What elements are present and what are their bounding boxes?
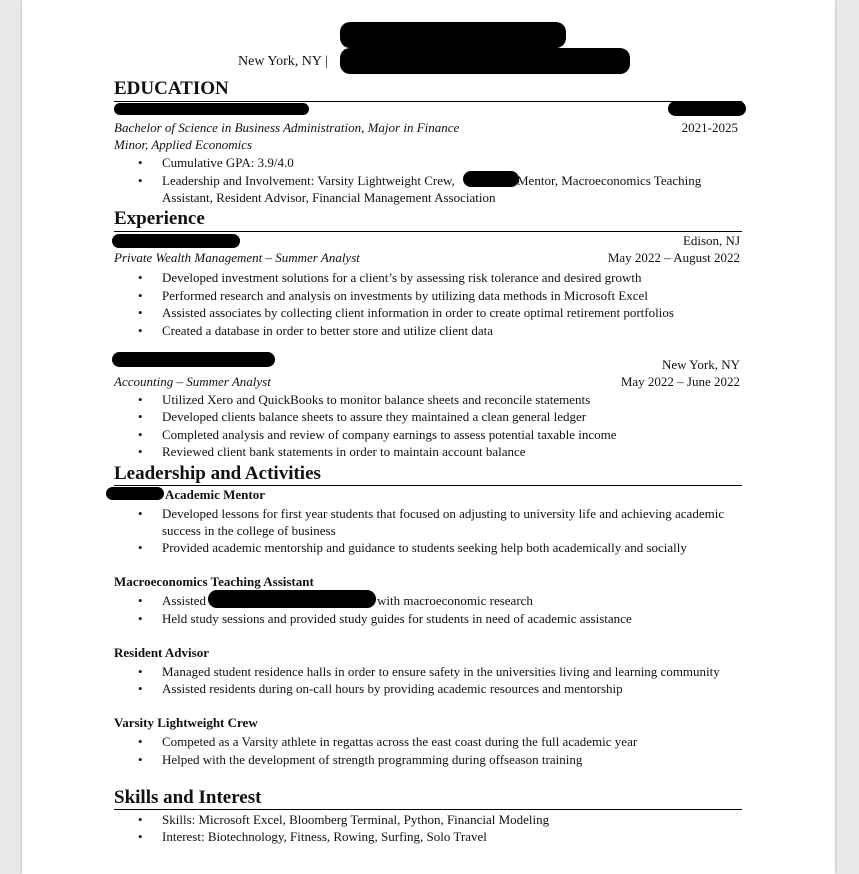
skills-rule (114, 809, 742, 810)
redacted-employer-2 (112, 352, 275, 367)
bullet-icon: • (138, 288, 143, 303)
bullet-icon: • (138, 392, 143, 407)
job1-bullet-2: Performed research and analysis on investments by utilizing data methods in Microsoft Excel (162, 288, 648, 303)
bullet-icon: • (138, 323, 143, 338)
entry4-bullet-1: Competed as a Varsity athlete in regattas across the east coast during the full academic year (162, 734, 638, 749)
job2-role: Accounting – Summer Analyst (114, 374, 271, 389)
bullet-icon: • (138, 305, 143, 320)
entry2-heading: Macroeconomics Teaching Assistant (114, 574, 314, 589)
resume-page (22, 0, 835, 874)
bullet-icon: • (138, 409, 143, 424)
redacted-employer-1 (112, 234, 240, 248)
bullet-icon: • (138, 611, 143, 626)
bullet-icon: • (138, 155, 143, 170)
job1-bullet-1: Developed investment solutions for a client’s by assessing risk tolerance and desired growth (162, 270, 642, 285)
leadership-rule (114, 485, 742, 486)
job1-role: Private Wealth Management – Summer Analyst (114, 250, 360, 265)
bullet-icon: • (138, 752, 143, 767)
leadership-involvement-b: Mentor, Macroeconomics Teaching (517, 173, 702, 188)
experience-rule (114, 231, 742, 232)
job2-location: New York, NY (661, 357, 740, 372)
leadership-involvement-c: Assistant, Resident Advisor, Financial Management Association (162, 190, 496, 205)
header-location: New York, NY | (238, 54, 328, 69)
entry3-heading: Resident Advisor (114, 645, 209, 660)
bullet-icon: • (138, 681, 143, 696)
bullet-icon: • (138, 540, 143, 555)
education-title: EDUCATION (114, 78, 229, 99)
job1-location: Edison, NJ (682, 233, 740, 248)
bullet-icon: • (138, 427, 143, 442)
entry1-bullet-1a: Developed lessons for first year students that focused on adjusting to university life and achieving academic (162, 506, 725, 521)
education-rule (114, 101, 742, 102)
bullet-icon: • (138, 829, 143, 844)
gpa: Cumulative GPA: 3.9/4.0 (162, 155, 294, 170)
redacted-professor (208, 590, 376, 608)
entry3-bullet-1: Managed student residence halls in order to ensure safety in the universities living and learning community (162, 664, 720, 679)
bullet-icon: • (138, 664, 143, 679)
experience-title: Experience (114, 208, 205, 229)
bullet-icon: • (138, 734, 143, 749)
entry1-heading: Academic Mentor (165, 487, 265, 502)
job1-bullet-3: Assisted associates by collecting client information in order to create optimal retirement portfolios (162, 305, 674, 320)
redacted-name (340, 22, 566, 48)
skills-line: Skills: Microsoft Excel, Bloomberg Terminal, Python, Financial Modeling (162, 812, 550, 827)
entry1-bullet-1b: success in the college of business (162, 523, 336, 538)
leadership-involvement-a: Leadership and Involvement: Varsity Lightweight Crew, (162, 173, 455, 188)
job2-bullet-3: Completed analysis and review of company earnings to assess potential taxable income (162, 427, 617, 442)
interest-line: Interest: Biotechnology, Fitness, Rowing, Surfing, Solo Travel (162, 829, 487, 844)
entry1-bullet-2: Provided academic mentorship and guidance to students seeking help both academically and socially (162, 540, 687, 555)
bullet-icon: • (138, 506, 143, 521)
job1-bullet-4: Created a database in order to better store and utilize client data (162, 323, 493, 338)
bullet-icon: • (138, 270, 143, 285)
redacted-school (114, 103, 309, 115)
redacted-contact (340, 48, 630, 74)
education-years: 2021-2025 (681, 120, 738, 135)
entry2-bullet-1a: Assisted (162, 593, 207, 608)
job2-bullet-4: Reviewed client bank statements in order to maintain account balance (162, 444, 526, 459)
redacted-org (463, 171, 519, 187)
entry4-heading: Varsity Lightweight Crew (114, 715, 258, 730)
redacted-mentor-org (106, 487, 164, 500)
job2-bullet-1: Utilized Xero and QuickBooks to monitor balance sheets and reconcile statements (162, 392, 591, 407)
entry3-bullet-2: Assisted residents during on-call hours by providing academic resources and mentorship (162, 681, 623, 696)
minor: Minor, Applied Economics (114, 137, 253, 152)
job1-dates: May 2022 – August 2022 (607, 250, 740, 265)
bullet-icon: • (138, 593, 143, 608)
job2-dates: May 2022 – June 2022 (620, 374, 740, 389)
bullet-icon: • (138, 444, 143, 459)
degree: Bachelor of Science in Business Administration, Major in Finance (114, 120, 460, 135)
redacted-school-location (668, 101, 746, 116)
entry2-bullet-2: Held study sessions and provided study guides for students in need of academic assistance (162, 611, 632, 626)
leadership-title: Leadership and Activities (114, 463, 321, 484)
entry4-bullet-2: Helped with the development of strength programming during offseason training (162, 752, 583, 767)
entry2-bullet-1b: with macroeconomic research (377, 593, 533, 608)
skills-title: Skills and Interest (114, 787, 262, 808)
job2-bullet-2: Developed clients balance sheets to assure they maintained a clean general ledger (162, 409, 587, 424)
bullet-icon: • (138, 812, 143, 827)
bullet-icon: • (138, 173, 143, 188)
